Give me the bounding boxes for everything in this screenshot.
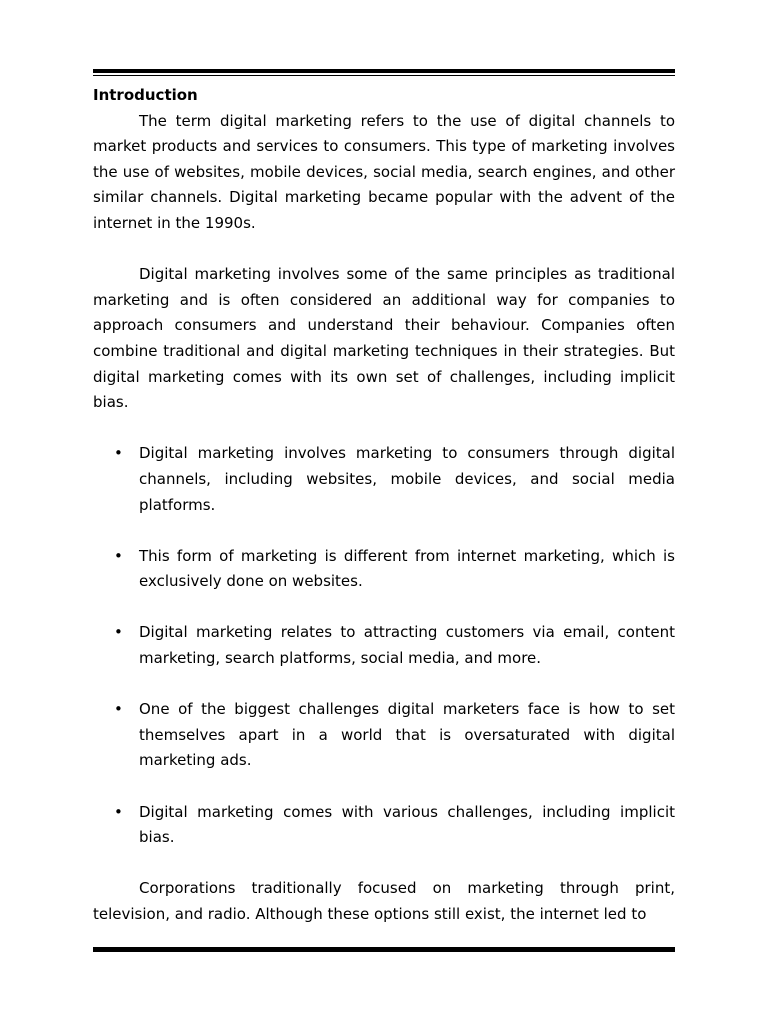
bullet-dot-icon: • [114,444,123,463]
bullet-dot-icon: • [114,802,123,821]
document-body [93,83,675,928]
header-rule-thick-line [93,69,675,73]
paragraph-gap [93,237,675,263]
bullet-list [93,441,675,851]
bullet-text: One of the biggest challenges digital marketers face is how to set themselves apart in a world that is oversaturated with digital marketing ads. [139,700,675,770]
footer-rule-thin-line [93,951,675,952]
bullet-dot-icon: • [114,623,123,642]
paragraph-1: The term digital marketing refers to the use of digital channels to market products and services to consumers. This type of marketing involves the use of websites, mobile devices, social media, search engines, and other similar channels. Digital marketing became popular with the advent of the internet in the 1990s. [93,111,675,232]
bullet-dot-icon: • [114,546,123,565]
bullet-text: Digital marketing involves marketing to consumers through digital channels, including websites, mobile devices, and social media platforms. [139,444,675,514]
bullet-item [93,800,675,851]
bullet-text: Digital marketing relates to attracting customers via email, content marketing, search platforms, social media, and more. [139,623,675,668]
header-rule-thin-line [93,75,675,76]
footer-rule [93,947,675,954]
paragraph-gap [93,416,675,442]
header-rule [93,69,675,76]
bullet-item [93,697,675,774]
bullet-item [93,544,675,595]
bullet-item [93,620,675,671]
bullet-dot-icon: • [114,700,123,719]
bullet-text: Digital marketing comes with various challenges, including implicit bias. [139,802,675,847]
section-heading: Introduction [93,86,198,104]
closing-paragraph: Corporations traditionally focused on marketing through print, television, and radio. Although these options still exist, the internet led to [93,879,675,923]
bullet-item [93,441,675,518]
bullet-text: This form of marketing is different from internet marketing, which is exclusively done on websites. [139,546,675,591]
paragraph-2: Digital marketing involves some of the same principles as traditional marketing and is often considered an additional way for companies to approach consumers and understand their behaviour. Companies often combine traditional and digital marketing techniques in their strategies. But digital marketing comes with its own set of challenges, including implicit bias. [93,265,675,412]
